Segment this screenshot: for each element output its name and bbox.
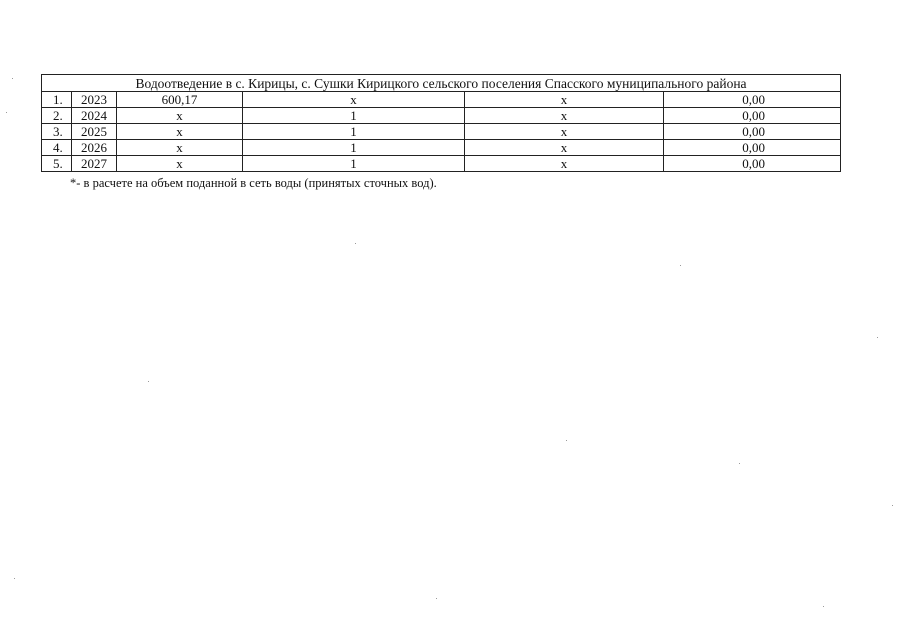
scan-speck: [892, 505, 893, 506]
row-value-c: x: [465, 92, 664, 108]
row-number: 3.: [42, 124, 72, 140]
scan-speck: [436, 598, 437, 599]
row-value-c: x: [465, 156, 664, 172]
row-value-a: x: [117, 140, 243, 156]
scan-speck: [680, 265, 681, 266]
footnote: *- в расчете на объем поданной в сеть воды (принятых сточных вод).: [70, 176, 437, 190]
row-year: 2024: [72, 108, 117, 124]
row-value-c: x: [465, 140, 664, 156]
row-value-a: x: [117, 108, 243, 124]
row-value-d: 0,00: [664, 108, 841, 124]
table-title: Водоотведение в с. Кирицы, с. Сушки Кирицкого сельского поселения Спасского муниципального района: [42, 75, 841, 92]
row-value-a: x: [117, 124, 243, 140]
scan-speck: [877, 337, 878, 338]
row-number: 2.: [42, 108, 72, 124]
row-year: 2023: [72, 92, 117, 108]
row-value-d: 0,00: [664, 156, 841, 172]
row-value-d: 0,00: [664, 124, 841, 140]
table-row: [42, 108, 841, 124]
row-value-b: 1: [243, 156, 465, 172]
row-value-d: 0,00: [664, 92, 841, 108]
row-number: 4.: [42, 140, 72, 156]
scan-speck: [148, 381, 149, 382]
scan-speck: [14, 578, 15, 579]
scan-speck: [566, 440, 567, 441]
row-year: 2025: [72, 124, 117, 140]
table-row: [42, 140, 841, 156]
row-year: 2027: [72, 156, 117, 172]
scan-speck: [823, 606, 824, 607]
table-row: [42, 156, 841, 172]
row-number: 5.: [42, 156, 72, 172]
row-value-a: 600,17: [117, 92, 243, 108]
scan-speck: [12, 78, 13, 79]
row-number: 1.: [42, 92, 72, 108]
scan-speck: [739, 463, 740, 464]
row-value-c: x: [465, 108, 664, 124]
row-value-b: 1: [243, 140, 465, 156]
table-row: [42, 124, 841, 140]
table-title-row: [42, 75, 841, 92]
scan-speck: [6, 112, 7, 113]
row-value-a: x: [117, 156, 243, 172]
tariff-table: [41, 74, 841, 172]
scan-speck: [355, 243, 356, 244]
row-value-b: 1: [243, 108, 465, 124]
row-value-d: 0,00: [664, 140, 841, 156]
table-row: [42, 92, 841, 108]
row-value-b: x: [243, 92, 465, 108]
row-year: 2026: [72, 140, 117, 156]
row-value-c: x: [465, 124, 664, 140]
row-value-b: 1: [243, 124, 465, 140]
